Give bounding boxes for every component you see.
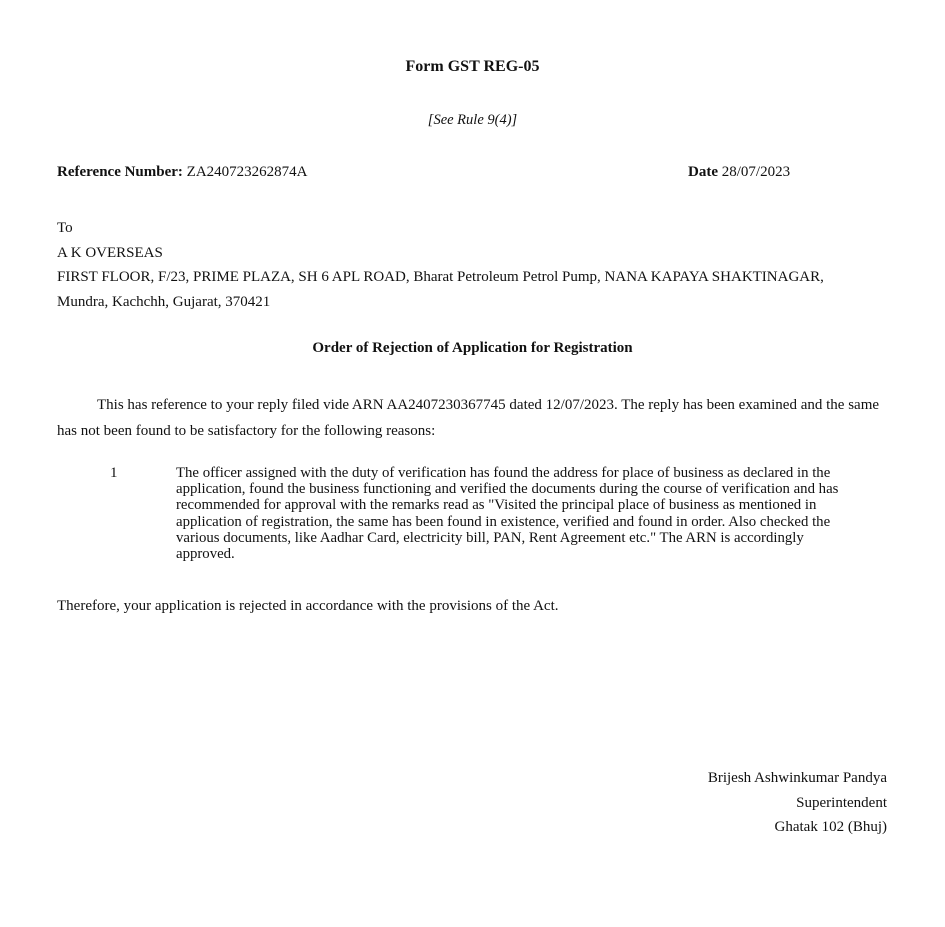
reference-number-line — [57, 164, 308, 181]
recipient-address-line1: FIRST FLOOR, F/23, PRIME PLAZA, SH 6 APL ROAD, Bharat Petroleum Petrol Pump, NANA KAPAYA SHAKTINAGAR, — [57, 269, 824, 285]
reference-number-value: ZA240723262874A — [186, 164, 308, 180]
recipient-address-line2: Mundra, Kachchh, Gujarat, 370421 — [57, 293, 271, 310]
reference-number-label: Reference Number: — [57, 164, 183, 180]
signatory-block — [708, 766, 887, 840]
date-label: Date — [688, 164, 718, 180]
date-value: 28/07/2023 — [721, 164, 791, 180]
signatory-office: Ghatak 102 (Bhuj) — [774, 819, 887, 835]
intro-paragraph: This has reference to your reply filed vide ARN AA2407230367745 dated 12/07/2023. The reply has been examined and the same has not been found to be satisfactory for the following reasons: — [57, 397, 880, 439]
reason-text: The officer assigned with the duty of verification has found the address for place of business as declared in the application, found the business functioning and verified the documents during the course of verification and has recommended for approval with the remarks read as "Visited the principal place of business as mentioned in application of registration, the same has been found in existence, verified and found in order. Also checked the various documents, like Aadhar Card, electricity bill, PAN, Rent Agreement etc." The ARN is accordingly approved. — [176, 465, 839, 563]
conclusion-paragraph: Therefore, your application is rejected in accordance with the provisions of the Act. — [57, 598, 559, 614]
recipient-block — [57, 216, 824, 314]
form-title: Form GST REG-05 — [405, 58, 540, 75]
recipient-name: A K OVERSEAS — [57, 244, 163, 261]
date-line — [688, 164, 790, 181]
form-rule-reference: [See Rule 9(4)] — [427, 112, 518, 128]
signatory-designation: Superintendent — [796, 794, 887, 811]
reason-number: 1 — [110, 465, 118, 481]
recipient-to: To — [57, 220, 73, 236]
order-title: Order of Rejection of Application for Registration — [312, 340, 633, 356]
signatory-name: Brijesh Ashwinkumar Pandya — [707, 770, 887, 786]
